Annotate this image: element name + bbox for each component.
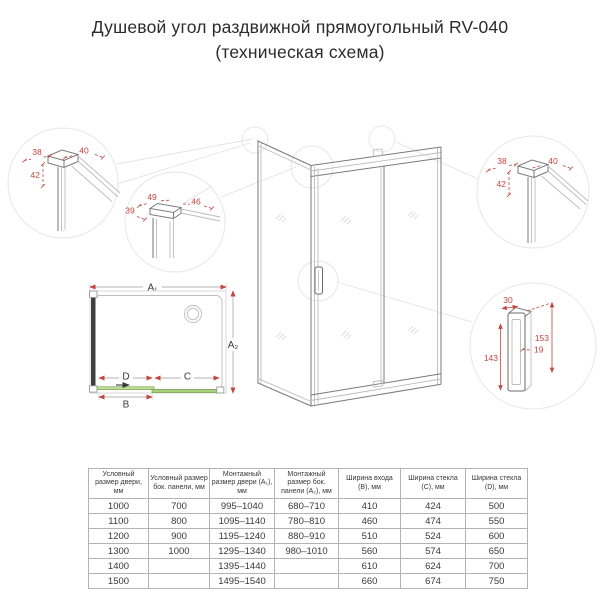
table-cell: 1095–1140 xyxy=(210,514,275,529)
table-cell xyxy=(275,559,339,574)
table-cell: 700 xyxy=(466,559,528,574)
table-cell: 674 xyxy=(401,574,466,589)
table-cell: 1200 xyxy=(89,529,149,544)
table-cell xyxy=(149,574,210,589)
table-cell: 880–910 xyxy=(275,529,339,544)
table-cell: 1500 xyxy=(89,574,149,589)
plan-fixed-glass-bar xyxy=(152,390,220,393)
table-cell: 900 xyxy=(149,529,210,544)
dim-46: 46 xyxy=(191,196,201,207)
table-cell: 1395–1440 xyxy=(210,559,275,574)
table-cell: 574 xyxy=(401,544,466,559)
table-row xyxy=(89,529,528,544)
col-header-glass-c: Ширина стекла (C), мм xyxy=(401,469,466,499)
detail-handle xyxy=(470,283,596,409)
col-header-entry-width: Ширина входа (B), мм xyxy=(339,469,401,499)
col-header-door-mount: Монтажный размер двери (A₁), мм xyxy=(210,469,275,499)
dim-handle-30: 30 xyxy=(503,295,513,305)
detail-top-left xyxy=(8,128,120,238)
table-cell: 524 xyxy=(401,529,466,544)
table-cell: 460 xyxy=(339,514,401,529)
plan-view xyxy=(90,281,243,411)
table-row xyxy=(89,499,528,514)
dim-42-left: 42 xyxy=(30,170,40,180)
table-cell: 410 xyxy=(339,499,401,514)
table-row xyxy=(89,514,528,529)
dim-handle-153: 153 xyxy=(534,333,549,343)
table-cell: 474 xyxy=(401,514,466,529)
detail-top-center xyxy=(125,172,225,272)
table-cell: 750 xyxy=(466,574,528,589)
col-header-panel-size: Условный размер бок. панели, мм xyxy=(149,469,210,499)
table-cell: 1195–1240 xyxy=(210,529,275,544)
table-cell: 680–710 xyxy=(275,499,339,514)
dim-38-left: 38 xyxy=(32,147,42,157)
table-cell: 980–1010 xyxy=(275,544,339,559)
table-cell: 995–1040 xyxy=(210,499,275,514)
dim-handle-19: 19 xyxy=(534,344,544,355)
main-3d-view xyxy=(258,141,441,406)
table-cell: 1300 xyxy=(89,544,149,559)
title-line-1: Душевой угол раздвижной прямоугольный RV-040 xyxy=(91,17,509,37)
table-cell: 550 xyxy=(466,514,528,529)
table-header-row xyxy=(89,469,528,499)
table-cell: 1400 xyxy=(89,559,149,574)
page-title xyxy=(0,15,600,65)
table-cell: 780–810 xyxy=(275,514,339,529)
table-cell: 660 xyxy=(339,574,401,589)
table-cell xyxy=(275,574,339,589)
dim-49: 49 xyxy=(147,192,157,202)
col-header-glass-d: Ширина стекла (D), мм xyxy=(466,469,528,499)
table-row xyxy=(89,544,528,559)
table-cell: 510 xyxy=(339,529,401,544)
dim-42-right: 42 xyxy=(496,179,506,189)
title-line-2: (техническая схема) xyxy=(215,42,385,62)
table-row xyxy=(89,574,528,589)
table-cell: 1495–1540 xyxy=(210,574,275,589)
plan-label-a1: A₁ xyxy=(147,282,158,294)
table-cell: 650 xyxy=(466,544,528,559)
table-cell: 610 xyxy=(339,559,401,574)
table-cell: 1295–1340 xyxy=(210,544,275,559)
table-row xyxy=(89,559,528,574)
col-header-panel-mount: Монтажный размер бок. панели (A₂), мм xyxy=(275,469,339,499)
table-cell: 424 xyxy=(401,499,466,514)
technical-diagram xyxy=(0,100,600,460)
door-handle xyxy=(315,267,323,294)
plan-sliding-door-bar xyxy=(97,387,154,390)
dim-39: 39 xyxy=(125,205,135,216)
table-cell: 1000 xyxy=(149,544,210,559)
leader-lines xyxy=(117,139,478,322)
dim-40-left: 40 xyxy=(79,145,89,156)
col-header-door-size: Условный размер двери, мм xyxy=(89,469,149,499)
size-table xyxy=(88,468,528,589)
dim-handle-143: 143 xyxy=(483,353,498,363)
table-cell: 700 xyxy=(149,499,210,514)
plan-label-a2: A₂ xyxy=(227,340,239,351)
glass-sparkles xyxy=(276,211,418,340)
table-cell xyxy=(149,559,210,574)
table-cell: 1000 xyxy=(89,499,149,514)
plan-label-c: C xyxy=(183,371,192,383)
detail-top-right xyxy=(477,136,589,248)
table-cell: 600 xyxy=(466,529,528,544)
table-cell: 624 xyxy=(401,559,466,574)
plan-label-d: D xyxy=(122,371,130,383)
dim-40-right: 40 xyxy=(548,156,558,166)
dim-38-right: 38 xyxy=(497,156,507,166)
table-cell: 800 xyxy=(149,514,210,529)
plan-label-b: B xyxy=(122,399,130,411)
table-cell: 500 xyxy=(466,499,528,514)
table-cell: 1100 xyxy=(89,514,149,529)
table-cell: 560 xyxy=(339,544,401,559)
